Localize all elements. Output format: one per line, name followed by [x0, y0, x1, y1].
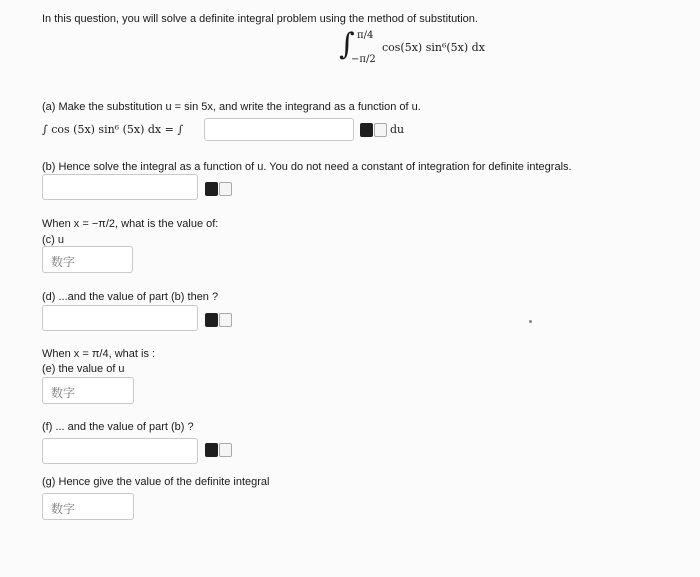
equation-editor-icon[interactable]: [205, 182, 218, 196]
part-d-label: (d) ...and the value of part (b) then ?: [42, 291, 219, 303]
part-e-placeholder: 数字: [51, 386, 76, 400]
part-a-lhs: ∫ cos (5x) sin⁶ (5x) dx = ∫: [42, 123, 184, 136]
part-e-label: (e) the value of u: [42, 363, 125, 375]
when-x-pi-over-4-heading: When x = π/4, what is :: [42, 348, 156, 360]
part-a-du-label: du: [390, 123, 405, 136]
cursor-dot: [529, 320, 532, 323]
integral-display: [339, 27, 499, 72]
integrand-expression: cos(5x) sin⁶(5x) dx: [382, 41, 485, 54]
preview-icon[interactable]: [219, 313, 232, 327]
equation-editor-icon[interactable]: [360, 123, 373, 137]
part-g-placeholder: 数字: [51, 502, 76, 516]
preview-icon[interactable]: [374, 123, 387, 137]
question-intro: In this question, you will solve a definite integral problem using the method of substitution.: [42, 13, 478, 25]
part-c-label: (c) u: [42, 234, 64, 246]
part-b-instruction: (b) Hence solve the integral as a function of u. You do not need a constant of integration for definite integrals.: [42, 161, 572, 173]
part-e-answer-input[interactable]: [42, 377, 134, 404]
part-d-answer-input[interactable]: [42, 305, 198, 331]
part-f-answer-input[interactable]: [42, 438, 198, 464]
part-a-instruction: (a) Make the substitution u = sin 5x, and write the integrand as a function of u.: [42, 101, 421, 113]
preview-icon[interactable]: [219, 443, 232, 457]
equation-editor-icon[interactable]: [205, 313, 218, 327]
part-f-label: (f) ... and the value of part (b) ?: [42, 421, 194, 433]
when-x-neg-pi-over-2-heading: When x = −π/2, what is the value of:: [42, 218, 219, 230]
part-c-answer-input[interactable]: [42, 246, 133, 273]
integral-sign: ∫: [339, 27, 355, 62]
part-a-answer-input[interactable]: [204, 118, 354, 141]
part-g-label: (g) Hence give the value of the definite integral: [42, 476, 270, 488]
integral-lower-limit: −π/2: [351, 54, 376, 65]
part-g-answer-input[interactable]: [42, 493, 134, 520]
part-b-answer-input[interactable]: [42, 174, 198, 200]
part-c-placeholder: 数字: [51, 255, 76, 269]
equation-editor-icon[interactable]: [205, 443, 218, 457]
preview-icon[interactable]: [219, 182, 232, 196]
integral-upper-limit: π/4: [357, 30, 374, 41]
